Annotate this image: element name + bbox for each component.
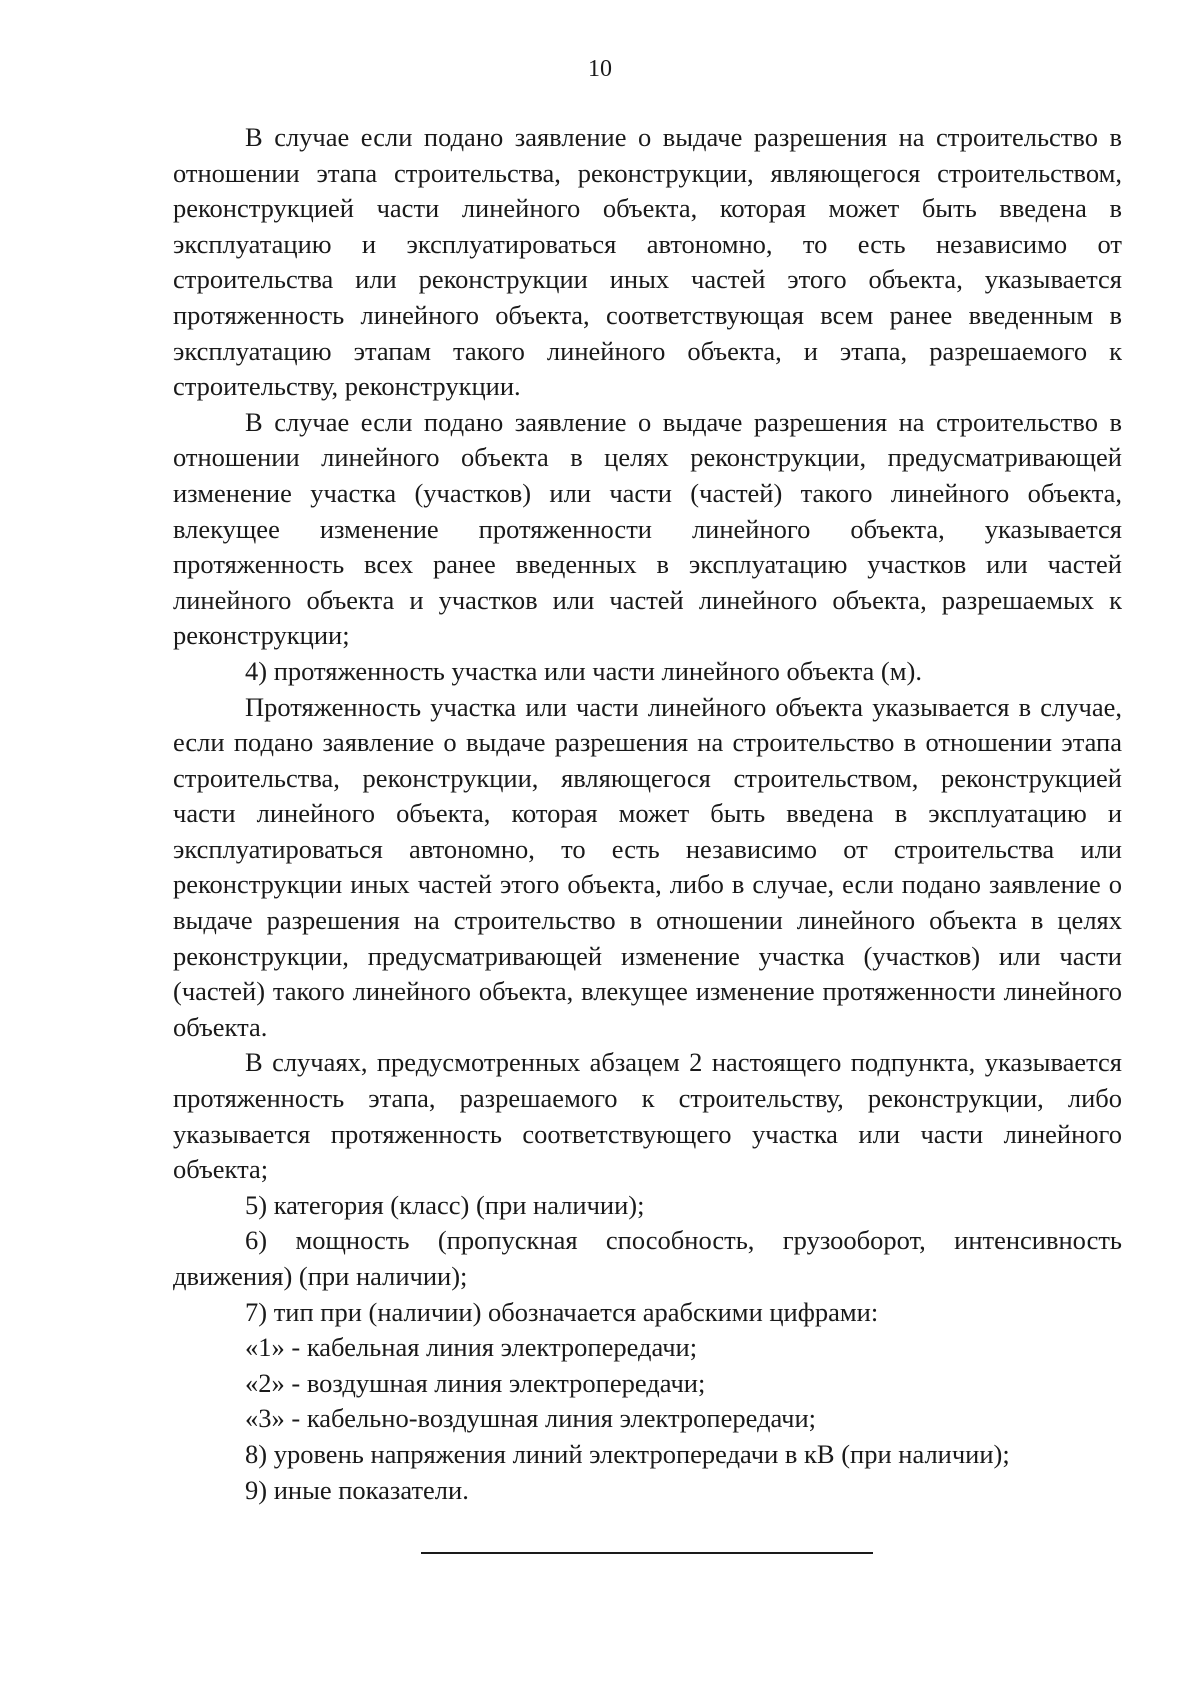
list-item-5: 5) категория (класс) (при наличии); xyxy=(245,1189,645,1220)
type-option-3: «3» - кабельно-воздушная линия электропередачи; xyxy=(245,1403,817,1434)
list-item-4: 4) протяженность участка или части линейного объекта (м). xyxy=(245,655,922,686)
paragraph-cases: В случаях, предусмотренных абзацем 2 настоящего подпункта, указывается протяженность этапа, разрешаемого к строительству, реконструкции, либо указывается протяженность соответствующего участка или части линейного объекта; xyxy=(173,1047,1122,1185)
paragraph-section-length: Протяженность участка или части линейного объекта указывается в случае, если подано заявление о выдаче разрешения на строительство в отношении этапа строительства, реконструкции, являющегося строительством, реконструкцией части линейного объекта, которая может быть введена в эксплуатацию и эксплуатироваться автономно, то есть независимо от строительства или реконструкции иных частей этого объекта, либо в случае, если подано заявление о выдаче разрешения на строительство в отношении линейного объекта в целях реконструкции, предусматривающей изменение участка (участков) или части (частей) такого линейного объекта, влекущее изменение протяженности линейного объекта. xyxy=(173,691,1122,1042)
paragraph-reconstruction-length: В случае если подано заявление о выдаче разрешения на строительство в отношении линейного объекта в целях реконструкции, предусматривающей изменение участка (участков) или части (частей) такого линейного объекта, влекущее изменение протяженности линейного объекта, указывается протяженность всех ранее введенных в эксплуатацию участков или частей линейного объекта и участков или частей линейного объекта, разрешаемых к реконструкции; xyxy=(173,406,1122,651)
end-separator-line xyxy=(421,1552,873,1554)
list-item-6: 6) мощность (пропускная способность, грузооборот, интенсивность движения) (при наличии); xyxy=(173,1225,1122,1291)
type-option-1: «1» - кабельная линия электропередачи; xyxy=(245,1332,698,1363)
paragraph-stage-length: В случае если подано заявление о выдаче разрешения на строительство в отношении этапа строительства, реконструкции, являющегося строительством, реконструкцией части линейного объекта, которая может быть введена в эксплуатацию и эксплуатироваться автономно, то есть независимо от строительства или реконструкции иных частей этого объекта, указывается протяженность линейного объекта, соответствующая всем ранее введенным в эксплуатацию этапам такого линейного объекта, и этапа, разрешаемого к строительству, реконструкции. xyxy=(173,122,1122,402)
list-item-8: 8) уровень напряжения линий электропередачи в кВ (при наличии); xyxy=(245,1438,1010,1469)
list-item-9: 9) иные показатели. xyxy=(245,1474,469,1505)
document-body xyxy=(173,120,1122,1508)
page-number: 10 xyxy=(588,56,612,82)
list-item-7: 7) тип при (наличии) обозначается арабскими цифрами: xyxy=(245,1296,879,1327)
type-option-2: «2» - воздушная линия электропередачи; xyxy=(245,1367,706,1398)
